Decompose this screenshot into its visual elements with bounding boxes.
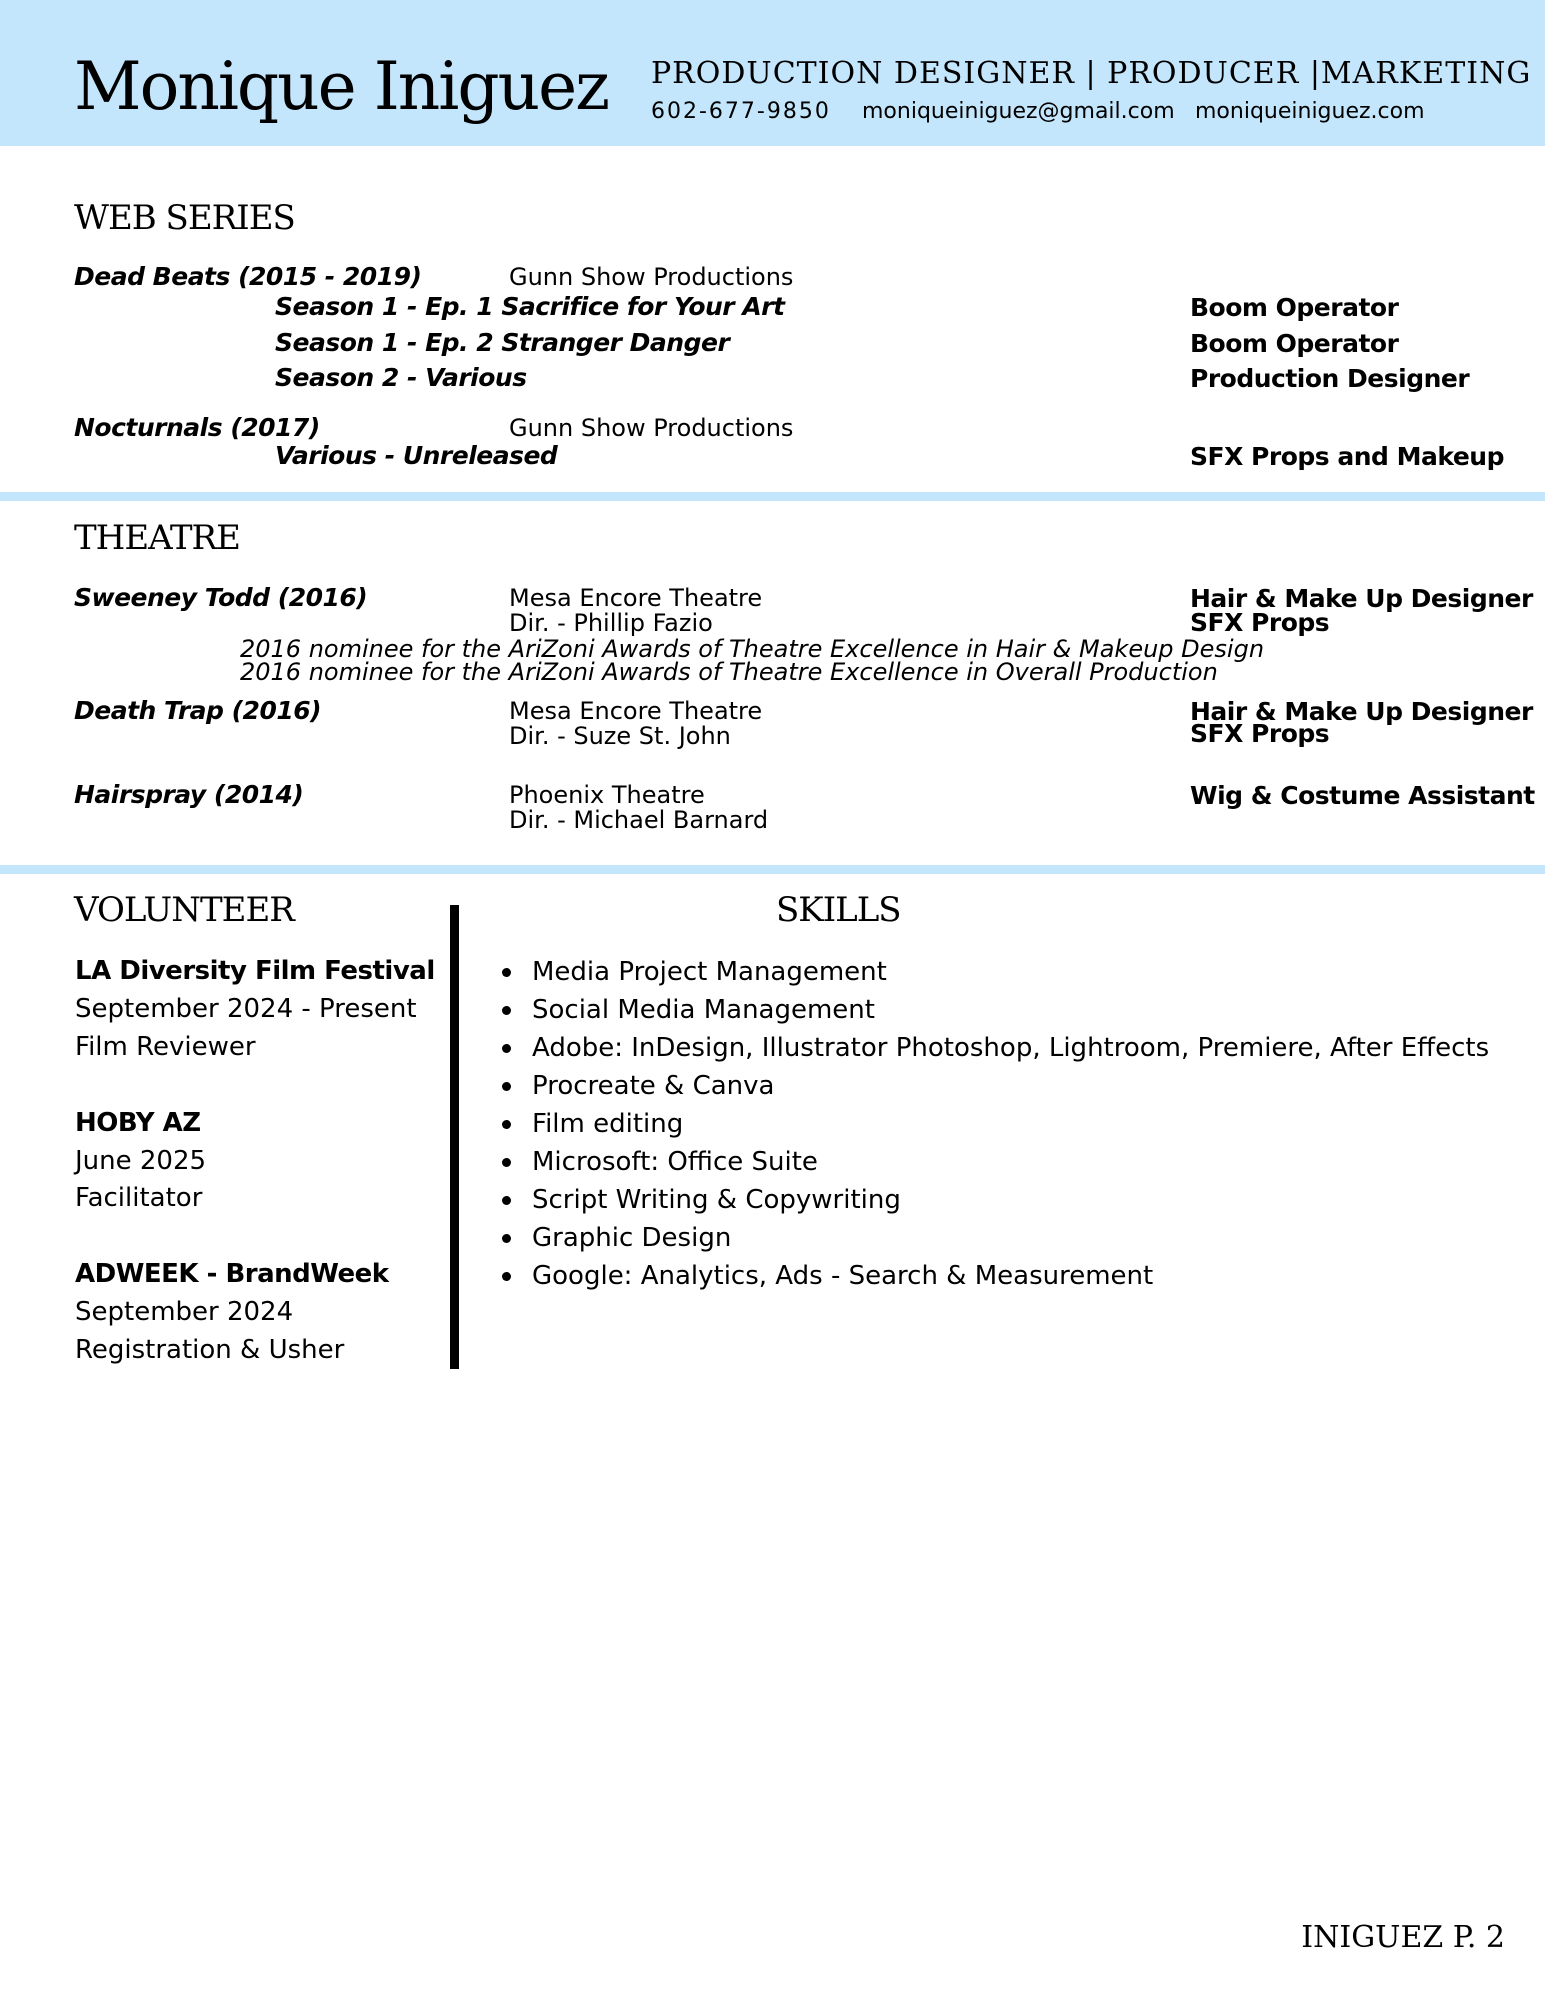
skill-item: Script Writing & Copywriting	[500, 1181, 1489, 1219]
skill-item: Graphic Design	[500, 1219, 1489, 1257]
volunteer-organization: LA Diversity Film Festival	[75, 956, 435, 986]
episode-title: Season 2 - Various	[275, 363, 527, 392]
venue: Mesa Encore Theatre	[509, 584, 763, 612]
skill-item: Media Project Management	[500, 953, 1489, 991]
page-number-label: INIGUEZ P. 2	[1301, 1920, 1505, 1955]
skill-item: Microsoft: Office Suite	[500, 1143, 1489, 1181]
volunteer-role: Facilitator	[75, 1183, 203, 1213]
candidate-name: Monique Iniguez	[74, 48, 608, 125]
section-divider	[0, 865, 1545, 874]
volunteer-organization: ADWEEK - BrandWeek	[75, 1259, 389, 1289]
volunteer-date: September 2024 - Present	[75, 994, 417, 1024]
award-nomination: 2016 nominee for the AriZoni Awards of Theatre Excellence in Overall Production	[240, 658, 1218, 686]
section-heading-web-series: WEB SERIES	[74, 198, 295, 238]
website-link[interactable]: moniqueiniguez.com	[1195, 99, 1425, 124]
entry-title: Hairspray (2014)	[74, 780, 304, 809]
role-label: Wig & Costume Assistant	[1190, 781, 1535, 810]
role-label: SFX Props	[1190, 719, 1330, 748]
entry-title: Nocturnals (2017)	[74, 413, 320, 442]
role-label: Boom Operator	[1190, 293, 1399, 322]
section-heading-theatre: THEATRE	[74, 518, 240, 558]
section-divider	[0, 492, 1545, 501]
volunteer-date: June 2025	[75, 1146, 207, 1176]
skill-item: Film editing	[500, 1105, 1489, 1143]
volunteer-role: Registration & Usher	[75, 1335, 345, 1365]
role-label: SFX Props and Makeup	[1190, 442, 1504, 471]
role-label: Hair & Make Up Designer	[1190, 697, 1533, 726]
section-heading-skills: SKILLS	[776, 890, 901, 930]
episode-title: Season 1 - Ep. 1 Sacrifice for Your Art	[275, 292, 785, 321]
award-nomination: 2016 nominee for the AriZoni Awards of Theatre Excellence in Hair & Makeup Design	[240, 635, 1265, 663]
director: Dir. - Michael Barnard	[509, 806, 769, 834]
phone-number: 602-677-9850	[651, 99, 831, 124]
episode-title: Season 1 - Ep. 2 Stranger Danger	[275, 328, 730, 357]
email-address[interactable]: moniqueiniguez@gmail.com	[862, 99, 1175, 124]
skill-item: Procreate & Canva	[500, 1067, 1489, 1105]
role-label: Production Designer	[1190, 364, 1470, 393]
volunteer-organization: HOBY AZ	[75, 1108, 201, 1138]
role-label: Boom Operator	[1190, 329, 1399, 358]
volunteer-date: September 2024	[75, 1297, 294, 1327]
venue: Mesa Encore Theatre	[509, 697, 763, 725]
skill-item: Google: Analytics, Ads - Search & Measurement	[500, 1257, 1489, 1295]
skill-item: Social Media Management	[500, 991, 1489, 1029]
entry-title: Dead Beats (2015 - 2019)	[74, 262, 422, 291]
role-label: Hair & Make Up Designer	[1190, 584, 1533, 613]
skill-item: Adobe: InDesign, Illustrator Photoshop, Lightroom, Premiere, After Effects	[500, 1029, 1489, 1067]
director: Dir. - Phillip Fazio	[509, 609, 713, 637]
role-label: SFX Props	[1190, 608, 1330, 637]
production-company: Gunn Show Productions	[509, 263, 794, 291]
episode-title: Various - Unreleased	[275, 441, 558, 470]
production-company: Gunn Show Productions	[509, 414, 794, 442]
column-divider	[450, 905, 459, 1369]
volunteer-role: Film Reviewer	[75, 1032, 256, 1062]
entry-title: Death Trap (2016)	[74, 696, 322, 725]
entry-title: Sweeney Todd (2016)	[74, 583, 368, 612]
skills-list	[500, 953, 1489, 1295]
venue: Phoenix Theatre	[509, 781, 705, 809]
job-titles: PRODUCTION DESIGNER | PRODUCER |MARKETING	[651, 56, 1532, 91]
section-heading-volunteer: VOLUNTEER	[74, 890, 294, 930]
director: Dir. - Suze St. John	[509, 722, 731, 750]
